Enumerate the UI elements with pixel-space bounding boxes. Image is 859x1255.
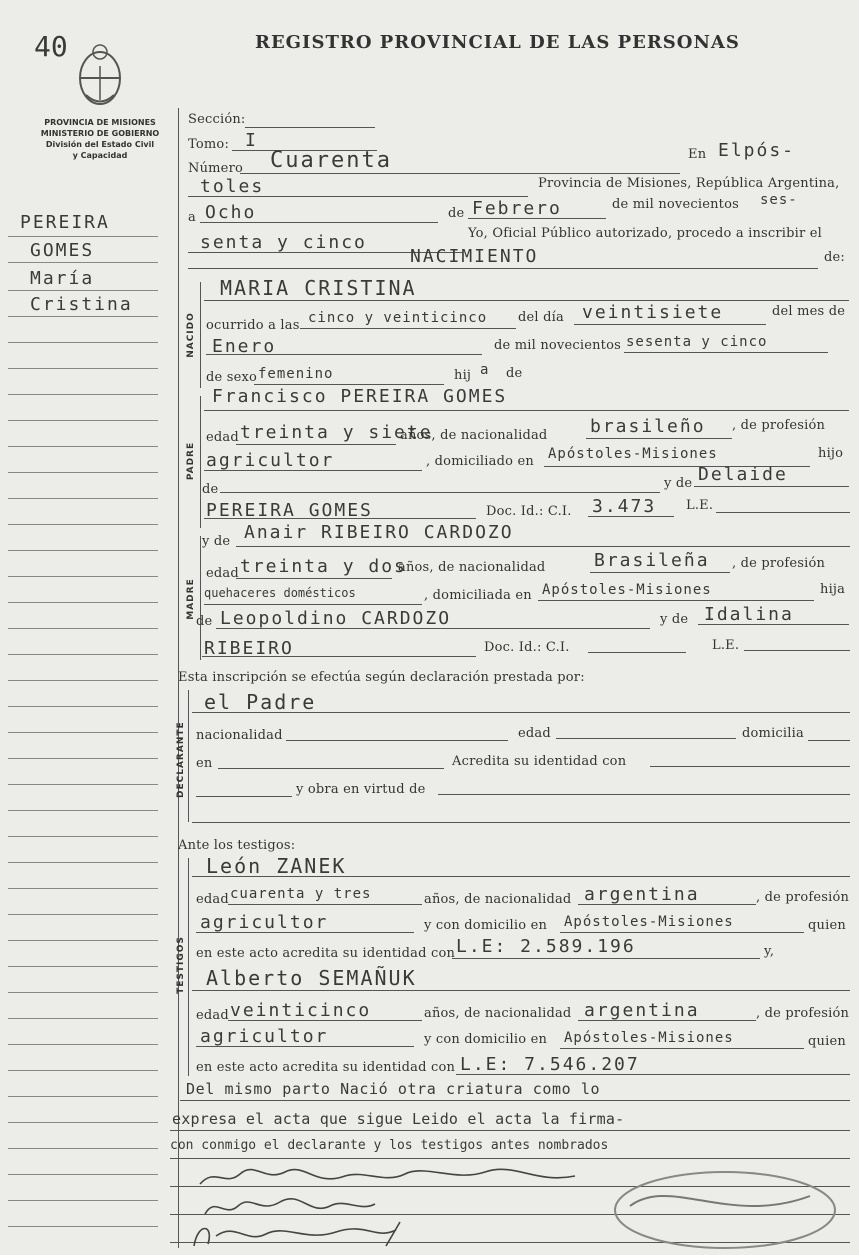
label-del-mes: del mes de <box>772 304 846 319</box>
label-prof-t1: , de profesión <box>756 890 850 905</box>
section-madre: MADRE <box>186 578 196 620</box>
margin-surname-1: PEREIRA <box>20 212 110 233</box>
label-en: En <box>688 147 707 162</box>
value-numero: Cuarenta <box>270 148 392 173</box>
value-padre-nac: brasileño <box>590 416 706 437</box>
value-padre-edad: treinta y siete <box>240 422 433 443</box>
label-del-dia: del día <box>518 310 564 325</box>
testigos-bracket <box>188 858 189 1076</box>
label-tomo: Tomo: <box>188 137 230 152</box>
document-title: REGISTRO PROVINCIAL DE LAS PERSONAS <box>255 32 740 53</box>
value-acto: NACIMIENTO <box>410 246 539 267</box>
label-edad-t1: edad <box>196 892 229 907</box>
label-anos-madre: años, de nacionalidad <box>398 560 546 575</box>
label-dom-t1: y con domicilio en <box>424 918 548 933</box>
label-hija: hija <box>820 582 846 597</box>
signature-father <box>195 1162 595 1192</box>
label-anos-padre: años, de nacionalidad <box>400 428 548 443</box>
value-t1-edad: cuarenta y tres <box>230 886 372 902</box>
label-yo: Yo, Oficial Público autorizado, procedo a inscribir el <box>468 226 823 241</box>
label-quien-t1: quien <box>808 918 846 933</box>
issuer-division-2: y Capacidad <box>72 151 128 160</box>
label-ante-testigos: Ante los testigos: <box>178 838 296 853</box>
label-acredita-t2: en este acto acredita su identidad con <box>196 1060 456 1075</box>
margin-given-1: María <box>30 268 95 289</box>
label-y-obra: y obra en virtud de <box>296 782 426 797</box>
label-doc-id-2: Doc. Id.: C.I. <box>484 640 570 655</box>
value-madre-edad: treinta y dos <box>240 556 407 577</box>
value-t1-dom: Apóstoles-Misiones <box>564 914 734 930</box>
declarante-bracket <box>188 690 189 822</box>
value-padre-dom: Apóstoles-Misiones <box>548 446 718 462</box>
value-hora: cinco y veinticinco <box>308 310 488 326</box>
label-prof-padre: , de profesión <box>732 418 826 433</box>
value-t2-edad: veinticinco <box>230 1000 372 1021</box>
label-edad-madre: edad <box>206 566 239 581</box>
value-padre-madre: Delaide <box>698 464 788 485</box>
label-acredita: Acredita su identidad con <box>452 754 627 769</box>
label-domiciliado: , domiciliado en <box>426 454 534 469</box>
observation-line-3: con conmigo el declarante y los testigos antes nombrados <box>170 1138 609 1153</box>
label-hijo: hijo <box>818 446 844 461</box>
value-en: Elpós- <box>718 140 796 161</box>
label-edad-padre: edad <box>206 430 239 445</box>
label-inscripcion: Esta inscripción se efectúa según declaración prestada por: <box>178 670 585 685</box>
value-sexo: femenino <box>258 366 334 382</box>
value-dia: Ocho <box>205 202 257 223</box>
label-edad-dec: edad <box>518 726 551 741</box>
value-en-cont: toles <box>200 176 265 197</box>
label-de-padre: de <box>202 482 219 497</box>
label-le: L.E. <box>686 498 714 513</box>
value-declarante: el Padre <box>204 690 317 714</box>
value-madre-padre: Leopoldino CARDOZO <box>220 608 452 629</box>
value-hij-suffix: a <box>480 362 490 378</box>
official-stamp-icon <box>610 1166 840 1251</box>
value-madre-madre: Idalina <box>704 604 794 625</box>
value-madre-prof: quehaceres domésticos <box>204 586 356 600</box>
margin-given-2: Cristina <box>30 294 133 315</box>
observation-line-1: Del mismo parto Nació otra criatura como lo <box>186 1080 601 1098</box>
label-y-de: y de <box>664 476 693 491</box>
value-padre-nombre: Francisco PEREIRA GOMES <box>212 386 508 407</box>
value-t2-nombre: Alberto SEMAÑUK <box>206 966 417 990</box>
label-de-colon: de: <box>824 250 845 265</box>
label-y-de-madre: y de <box>202 534 231 549</box>
coat-of-arms-icon <box>74 40 126 112</box>
signature-witness-2 <box>186 1216 426 1252</box>
value-anio-nac: sesenta y cinco <box>626 334 768 350</box>
value-t1-nac: argentina <box>584 884 700 905</box>
label-de-2: de <box>506 366 523 381</box>
madre-bracket <box>200 536 201 660</box>
value-t2-prof: agricultor <box>200 1026 329 1047</box>
padre-bracket <box>200 396 201 528</box>
label-edad-t2: edad <box>196 1008 229 1023</box>
label-de-mil: de mil novecientos <box>612 197 739 212</box>
label-de-mil-2: de mil novecientos <box>494 338 621 353</box>
value-t2-nac: argentina <box>584 1000 700 1021</box>
label-de: de <box>448 206 465 221</box>
margin-surname-2: GOMES <box>30 240 95 261</box>
label-prof-madre: , de profesión <box>732 556 826 571</box>
value-anio-1: ses- <box>760 192 798 208</box>
value-anio-2: senta y cinco <box>200 232 367 253</box>
label-domiciliada: , domiciliada en <box>424 588 532 603</box>
label-numero: Número <box>188 161 244 176</box>
section-padre: PADRE <box>186 441 196 481</box>
label-de-madre: de <box>196 614 213 629</box>
issuer-province: PROVINCIA DE MISIONES <box>44 118 156 127</box>
label-prof-t2: , de profesión <box>756 1006 850 1021</box>
value-t1-nombre: León ZANEK <box>206 854 347 878</box>
section-declarante: DECLARANTE <box>176 721 186 798</box>
label-dom-t2: y con domicilio en <box>424 1032 548 1047</box>
label-seccion: Sección: <box>188 112 246 127</box>
value-madre-nombre: Anair RIBEIRO CARDOZO <box>244 522 514 543</box>
value-t2-le: L.E: 7.546.207 <box>460 1054 640 1075</box>
label-doc-id: Doc. Id.: C.I. <box>486 504 572 519</box>
nacido-bracket <box>200 282 201 388</box>
value-padre-prof: agricultor <box>206 450 335 471</box>
value-madre-dom: Apóstoles-Misiones <box>542 582 712 598</box>
label-nacionalidad: nacionalidad <box>196 728 283 743</box>
label-le-2: L.E. <box>712 638 740 653</box>
label-domicilia: domicilia <box>742 726 804 741</box>
label-acredita-t1: en este acto acredita su identidad con <box>196 946 456 961</box>
value-dia-nac: veintisiete <box>582 302 724 323</box>
label-sexo: de sexo <box>206 370 258 385</box>
issuer-division: División del Estado Civil <box>45 140 155 149</box>
label-quien-t2: quien <box>808 1034 846 1049</box>
page-number: 40 <box>34 30 68 63</box>
label-en-dec: en <box>196 756 213 771</box>
value-t1-prof: agricultor <box>200 912 329 933</box>
label-hij: hij <box>454 368 472 383</box>
value-madre-madre-2: RIBEIRO <box>204 638 294 659</box>
value-t1-le: L.E: 2.589.196 <box>456 936 636 957</box>
value-nombre: MARIA CRISTINA <box>220 276 417 300</box>
value-mes-nac: Enero <box>212 336 277 357</box>
issuer-ministry: MINISTERIO DE GOBIERNO <box>40 129 160 138</box>
label-a: a <box>188 210 196 225</box>
value-t2-dom: Apóstoles-Misiones <box>564 1030 734 1046</box>
value-tomo: I <box>245 130 258 151</box>
section-testigos: TESTIGOS <box>176 936 186 994</box>
value-madre-nac: Brasileña <box>594 550 710 571</box>
label-ocurrido: ocurrido a las <box>206 318 300 333</box>
issuer-block <box>20 117 180 161</box>
label-y-de-2: y de <box>660 612 689 627</box>
value-padre-ci: 3.473 <box>592 496 657 517</box>
observation-line-2: expresa el acta que sigue Leido el acta la firma- <box>172 1110 625 1128</box>
section-nacido: NACIDO <box>186 312 196 358</box>
value-padre-madre-2: PEREIRA GOMES <box>206 500 373 521</box>
label-provincia: Provincia de Misiones, República Argentina, <box>538 176 840 191</box>
label-anos-t2: años, de nacionalidad <box>424 1006 572 1021</box>
value-mes: Febrero <box>472 198 562 219</box>
label-anos-t1: años, de nacionalidad <box>424 892 572 907</box>
label-y-coma: y, <box>764 944 775 959</box>
